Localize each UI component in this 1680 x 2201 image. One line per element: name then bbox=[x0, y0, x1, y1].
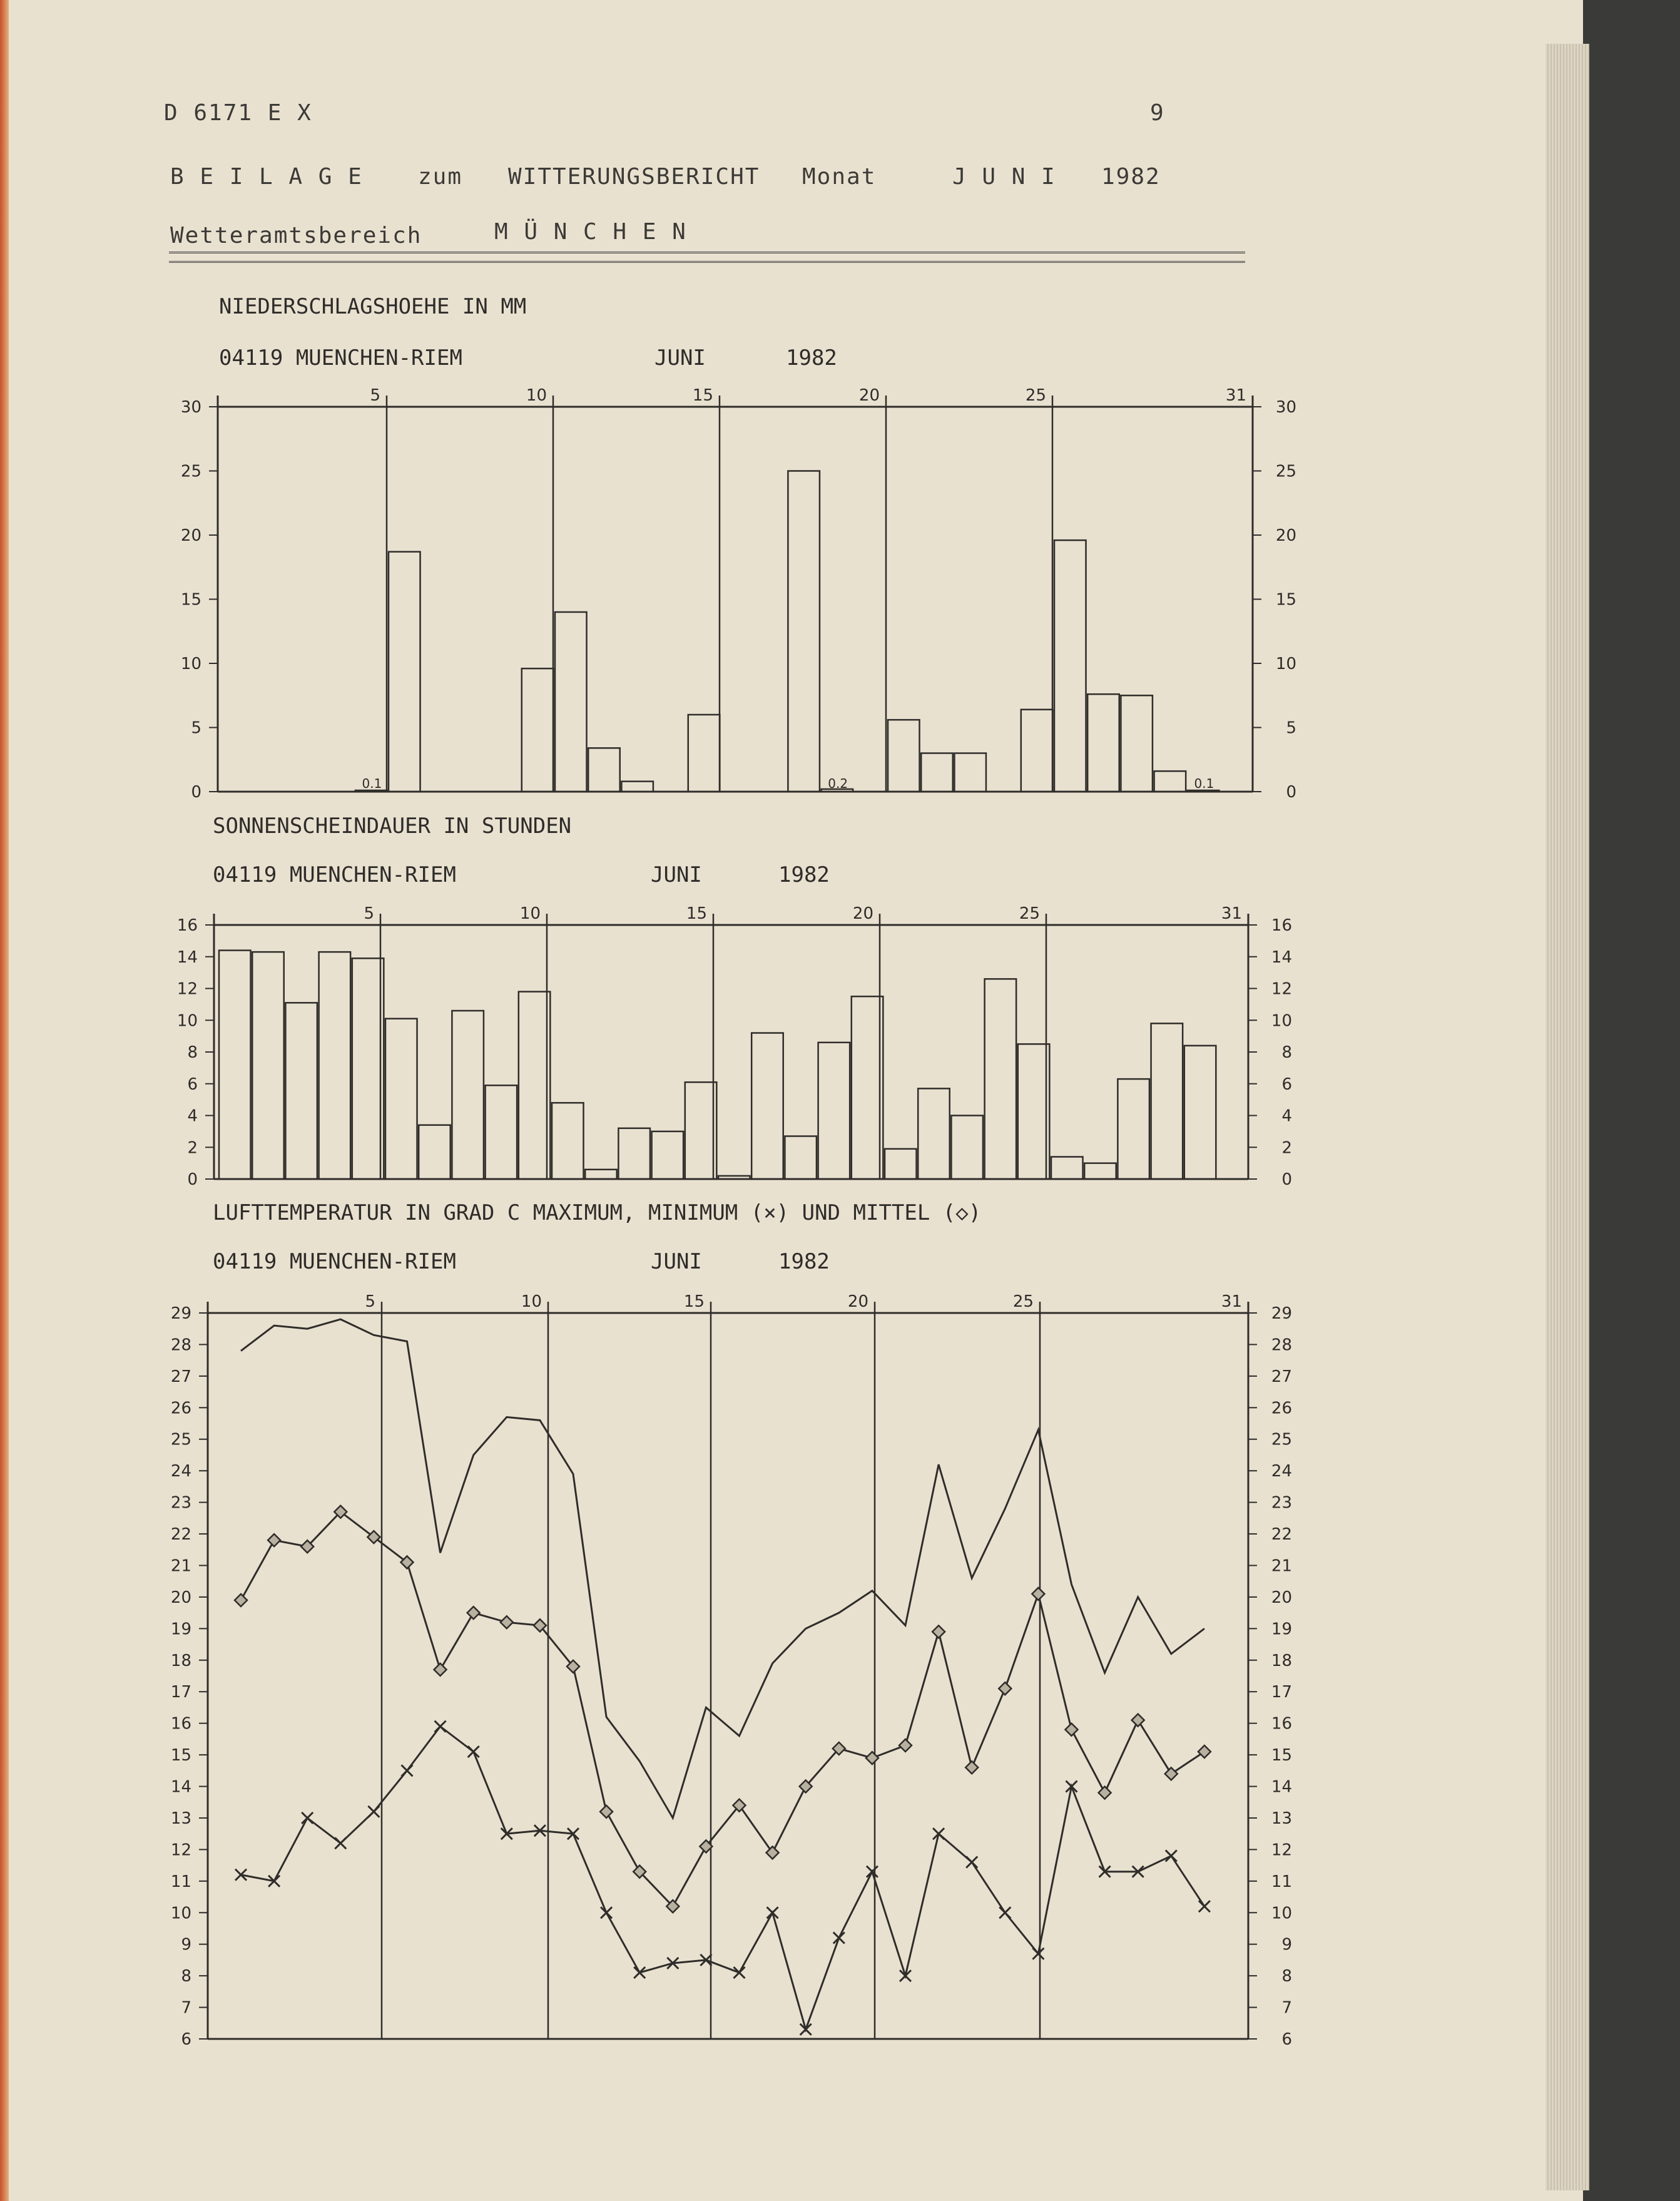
precip-station: 04119 MUENCHEN-RIEM bbox=[219, 345, 462, 370]
y-tick-label-left: 12 bbox=[170, 1841, 191, 1860]
x-tick-label: 15 bbox=[686, 904, 707, 923]
minimum-marker bbox=[402, 1765, 413, 1776]
page-number: 9 bbox=[1150, 100, 1165, 126]
bar-day-6 bbox=[389, 552, 420, 792]
x-tick-label: 25 bbox=[1019, 904, 1040, 923]
mittel-marker bbox=[501, 1616, 513, 1628]
y-tick-label-right: 18 bbox=[1271, 1651, 1292, 1670]
minimum-marker bbox=[1199, 1901, 1210, 1912]
mittel-marker bbox=[1099, 1787, 1111, 1799]
bar-day-13 bbox=[621, 782, 653, 792]
bar-day-24 bbox=[985, 979, 1017, 1179]
y-tick-label-right: 23 bbox=[1271, 1493, 1292, 1513]
bar-day-20 bbox=[852, 996, 883, 1179]
x-tick-label: 10 bbox=[526, 386, 547, 405]
bar-day-11 bbox=[552, 1103, 584, 1179]
y-tick-label-right: 11 bbox=[1271, 1872, 1292, 1891]
y-tick-label-right: 16 bbox=[1271, 916, 1292, 935]
y-tick-label-left: 18 bbox=[170, 1651, 191, 1670]
bar-day-2 bbox=[252, 952, 284, 1179]
report-label: WITTERUNGSBERICHT bbox=[508, 164, 760, 190]
y-tick-label-right: 9 bbox=[1281, 1935, 1292, 1954]
minimum-marker bbox=[634, 1967, 645, 1978]
bar-day-26 bbox=[1054, 540, 1086, 792]
y-tick-label-left: 11 bbox=[170, 1872, 191, 1891]
minimum-marker bbox=[302, 1812, 313, 1824]
x-tick-label: 5 bbox=[370, 386, 380, 405]
x-tick-label: 31 bbox=[1225, 386, 1246, 405]
y-tick-label-right: 17 bbox=[1271, 1683, 1292, 1702]
y-tick-label-right: 8 bbox=[1281, 1967, 1292, 1986]
minimum-marker bbox=[435, 1721, 446, 1732]
bar-day-10 bbox=[522, 668, 554, 792]
mittel-marker bbox=[235, 1594, 247, 1606]
bar-day-5 bbox=[352, 958, 384, 1179]
bar-value-label: 0.2 bbox=[828, 776, 848, 791]
y-tick-label-left: 30 bbox=[180, 398, 201, 417]
minimum-marker bbox=[734, 1967, 745, 1978]
y-tick-label-left: 10 bbox=[170, 1904, 191, 1923]
y-tick-label-left: 29 bbox=[170, 1304, 191, 1323]
y-tick-label-right: 13 bbox=[1271, 1809, 1292, 1828]
document-code: D 6171 E X bbox=[164, 100, 312, 126]
bar-value-label: 0.1 bbox=[362, 776, 382, 791]
minimum-marker bbox=[767, 1907, 778, 1918]
y-tick-label-right: 16 bbox=[1271, 1714, 1292, 1734]
mittel-marker bbox=[1032, 1588, 1044, 1600]
y-tick-label-right: 28 bbox=[1271, 1335, 1292, 1355]
bar-day-4 bbox=[319, 952, 351, 1179]
y-tick-label-right: 15 bbox=[1275, 590, 1296, 610]
bar-day-3 bbox=[285, 1003, 317, 1179]
mittel-marker bbox=[899, 1739, 912, 1752]
mittel-marker bbox=[1198, 1745, 1211, 1758]
bar-day-23 bbox=[951, 1116, 983, 1180]
chart-3-group bbox=[199, 1302, 1257, 2039]
y-tick-label-left: 20 bbox=[170, 1588, 191, 1607]
x-tick-label: 10 bbox=[519, 904, 541, 923]
chart-1-group bbox=[209, 396, 1261, 792]
y-tick-label-right: 5 bbox=[1286, 718, 1296, 738]
y-tick-label-right: 10 bbox=[1271, 1904, 1292, 1923]
mittel-marker bbox=[1132, 1714, 1144, 1727]
y-tick-label-left: 15 bbox=[170, 1746, 191, 1765]
precip-month: JUNI bbox=[654, 345, 706, 370]
y-tick-label-left: 10 bbox=[180, 655, 201, 673]
y-tick-label-left: 8 bbox=[187, 1043, 198, 1062]
bar-day-30 bbox=[1184, 1046, 1216, 1179]
y-tick-label-left: 0 bbox=[191, 783, 201, 802]
y-tick-label-right: 26 bbox=[1271, 1399, 1292, 1418]
bar-day-17 bbox=[751, 1033, 783, 1179]
y-tick-label-right: 20 bbox=[1275, 526, 1296, 545]
x-tick-label: 20 bbox=[858, 386, 880, 405]
chart-2-group bbox=[205, 914, 1257, 1179]
sun-station: 04119 MUENCHEN-RIEM bbox=[213, 862, 456, 887]
mittel-marker bbox=[965, 1761, 978, 1774]
y-tick-label-right: 15 bbox=[1271, 1746, 1292, 1765]
bar-day-21 bbox=[885, 1149, 917, 1179]
minimum-marker bbox=[468, 1746, 479, 1757]
bar-day-23 bbox=[954, 753, 986, 792]
y-tick-label-right: 12 bbox=[1271, 1841, 1292, 1860]
bar-day-22 bbox=[921, 753, 953, 792]
sun-month: JUNI bbox=[651, 862, 702, 887]
mittel-marker bbox=[999, 1682, 1011, 1695]
y-tick-label-left: 16 bbox=[176, 916, 198, 935]
x-tick-label: 25 bbox=[1025, 386, 1046, 405]
bar-day-27 bbox=[1087, 694, 1119, 792]
series-maximum-line bbox=[241, 1319, 1204, 1818]
y-tick-label-right: 10 bbox=[1275, 655, 1296, 673]
bar-day-9 bbox=[486, 1085, 517, 1179]
y-tick-label-right: 19 bbox=[1271, 1620, 1292, 1639]
bar-day-22 bbox=[918, 1088, 950, 1179]
bar-day-21 bbox=[888, 720, 920, 792]
temp-station: 04119 MUENCHEN-RIEM bbox=[213, 1249, 456, 1274]
bar-day-12 bbox=[585, 1170, 617, 1179]
x-tick-label: 5 bbox=[364, 904, 374, 923]
y-tick-label-left: 26 bbox=[170, 1399, 191, 1418]
minimum-marker bbox=[335, 1837, 346, 1849]
y-tick-label-left: 27 bbox=[170, 1367, 191, 1386]
bar-day-19 bbox=[818, 1043, 850, 1179]
y-tick-label-right: 6 bbox=[1281, 2030, 1292, 2049]
bar-day-8 bbox=[452, 1011, 484, 1179]
x-tick-label: 20 bbox=[847, 1292, 868, 1311]
bar-day-12 bbox=[588, 748, 620, 792]
bar-day-28 bbox=[1121, 695, 1153, 792]
bar-day-25 bbox=[1021, 710, 1053, 792]
y-tick-label-right: 4 bbox=[1281, 1106, 1292, 1126]
sun-title: SONNENSCHEINDAUER IN STUNDEN bbox=[213, 814, 572, 839]
bar-day-18 bbox=[785, 1136, 817, 1179]
y-tick-label-right: 7 bbox=[1281, 1998, 1292, 2018]
y-tick-label-right: 29 bbox=[1271, 1304, 1292, 1323]
bar-day-11 bbox=[555, 612, 587, 792]
mittel-marker bbox=[600, 1805, 613, 1818]
bar-day-6 bbox=[385, 1019, 417, 1179]
y-tick-label-left: 2 bbox=[187, 1138, 198, 1158]
minimum-marker bbox=[966, 1857, 977, 1868]
bar-day-27 bbox=[1084, 1163, 1116, 1179]
y-tick-label-left: 19 bbox=[170, 1620, 191, 1639]
bar-day-1 bbox=[219, 951, 251, 1179]
minimum-marker bbox=[800, 2024, 812, 2035]
bar-day-25 bbox=[1018, 1044, 1050, 1179]
mittel-marker bbox=[1165, 1767, 1178, 1780]
bar-day-28 bbox=[1117, 1079, 1149, 1179]
y-tick-label-left: 4 bbox=[187, 1106, 198, 1126]
y-tick-label-left: 9 bbox=[181, 1935, 191, 1954]
bar-day-16 bbox=[718, 1176, 750, 1179]
mittel-marker bbox=[434, 1663, 447, 1676]
y-tick-label-left: 10 bbox=[176, 1011, 198, 1031]
y-tick-label-right: 0 bbox=[1281, 1170, 1292, 1189]
y-tick-label-left: 16 bbox=[170, 1714, 191, 1734]
y-tick-label-right: 20 bbox=[1271, 1588, 1292, 1607]
minimum-marker bbox=[601, 1907, 612, 1918]
y-tick-label-right: 25 bbox=[1275, 462, 1296, 481]
y-tick-label-left: 8 bbox=[181, 1967, 191, 1986]
mittel-marker bbox=[932, 1625, 945, 1638]
y-tick-label-right: 12 bbox=[1271, 979, 1292, 999]
temp-month: JUNI bbox=[651, 1249, 702, 1274]
minimum-marker bbox=[1166, 1850, 1177, 1861]
bar-day-14 bbox=[652, 1131, 684, 1179]
y-tick-label-left: 17 bbox=[170, 1683, 191, 1702]
precip-title: NIEDERSCHLAGSHOEHE IN MM bbox=[219, 294, 527, 319]
y-tick-label-left: 6 bbox=[181, 2030, 191, 2049]
mittel-marker bbox=[1066, 1724, 1078, 1736]
y-tick-label-left: 28 bbox=[170, 1335, 191, 1355]
x-tick-label: 31 bbox=[1221, 1292, 1242, 1311]
minimum-marker bbox=[999, 1907, 1011, 1918]
y-tick-label-left: 15 bbox=[180, 590, 201, 610]
y-tick-label-left: 24 bbox=[170, 1462, 191, 1481]
y-tick-label-right: 27 bbox=[1271, 1367, 1292, 1386]
bar-day-29 bbox=[1154, 771, 1186, 792]
y-tick-label-right: 8 bbox=[1281, 1043, 1292, 1062]
bar-day-7 bbox=[419, 1125, 451, 1179]
y-tick-label-right: 14 bbox=[1271, 1777, 1292, 1797]
temp-title: LUFTTEMPERATUR IN GRAD C MAXIMUM, MINIMUM (×) UND MITTEL (◇) bbox=[213, 1200, 982, 1225]
precip-year: 1982 bbox=[786, 345, 837, 370]
bar-day-29 bbox=[1151, 1023, 1183, 1179]
y-tick-label-right: 14 bbox=[1271, 947, 1292, 967]
x-tick-label: 5 bbox=[365, 1292, 375, 1311]
x-tick-label: 31 bbox=[1221, 904, 1242, 923]
y-tick-label-right: 2 bbox=[1281, 1138, 1292, 1158]
y-tick-label-left: 23 bbox=[170, 1493, 191, 1513]
mittel-marker bbox=[467, 1606, 480, 1619]
bar-day-15 bbox=[685, 1082, 717, 1179]
series-minimum-line bbox=[241, 1727, 1204, 2030]
bar-day-13 bbox=[618, 1128, 650, 1179]
sun-year: 1982 bbox=[778, 862, 830, 887]
mittel-marker bbox=[766, 1846, 779, 1859]
y-tick-label-left: 25 bbox=[170, 1430, 191, 1449]
y-tick-label-left: 13 bbox=[170, 1809, 191, 1828]
y-tick-label-right: 6 bbox=[1281, 1075, 1292, 1094]
y-tick-label-right: 0 bbox=[1286, 783, 1296, 802]
x-tick-label: 20 bbox=[852, 904, 873, 923]
x-tick-label: 15 bbox=[683, 1292, 705, 1311]
y-tick-label-left: 21 bbox=[170, 1556, 191, 1576]
minimum-marker bbox=[833, 1933, 845, 1944]
region-name: M Ü N C H E N bbox=[494, 219, 687, 245]
mittel-marker bbox=[268, 1534, 280, 1546]
y-tick-label-right: 30 bbox=[1275, 398, 1296, 417]
y-tick-label-right: 21 bbox=[1271, 1556, 1292, 1576]
y-tick-label-left: 22 bbox=[170, 1525, 191, 1545]
y-tick-label-left: 6 bbox=[187, 1075, 198, 1094]
bar-value-label: 0.1 bbox=[1194, 776, 1214, 791]
bar-day-15 bbox=[688, 715, 720, 792]
temp-year: 1982 bbox=[778, 1249, 830, 1274]
y-tick-label-left: 7 bbox=[181, 1998, 191, 2018]
bar-day-18 bbox=[788, 471, 820, 792]
y-tick-label-left: 20 bbox=[180, 526, 201, 545]
region-label: Wetteramtsbereich bbox=[170, 223, 422, 248]
y-tick-label-right: 25 bbox=[1271, 1430, 1292, 1449]
year-label: 1982 bbox=[1101, 164, 1161, 190]
y-tick-label-left: 14 bbox=[176, 947, 198, 967]
month-label: J U N I bbox=[952, 164, 1056, 190]
minimum-marker bbox=[368, 1806, 379, 1817]
monat-label: Monat bbox=[802, 164, 877, 190]
mittel-marker bbox=[866, 1752, 878, 1764]
y-tick-label-left: 12 bbox=[176, 979, 198, 999]
x-tick-label: 15 bbox=[692, 386, 713, 405]
x-tick-label: 25 bbox=[1012, 1292, 1034, 1311]
zum-label: zum bbox=[418, 164, 463, 190]
x-tick-label: 10 bbox=[521, 1292, 542, 1311]
y-tick-label-left: 0 bbox=[187, 1170, 198, 1189]
bar-day-26 bbox=[1051, 1157, 1083, 1179]
y-tick-label-left: 14 bbox=[170, 1777, 191, 1797]
minimum-marker bbox=[867, 1866, 878, 1877]
y-tick-label-right: 24 bbox=[1271, 1462, 1292, 1481]
bar-day-10 bbox=[519, 992, 551, 1179]
y-tick-label-right: 10 bbox=[1271, 1011, 1292, 1031]
y-tick-label-left: 25 bbox=[180, 462, 201, 481]
y-tick-label-left: 5 bbox=[191, 718, 201, 738]
beilage-label: B E I L A G E bbox=[170, 164, 363, 190]
y-tick-label-right: 22 bbox=[1271, 1525, 1292, 1545]
